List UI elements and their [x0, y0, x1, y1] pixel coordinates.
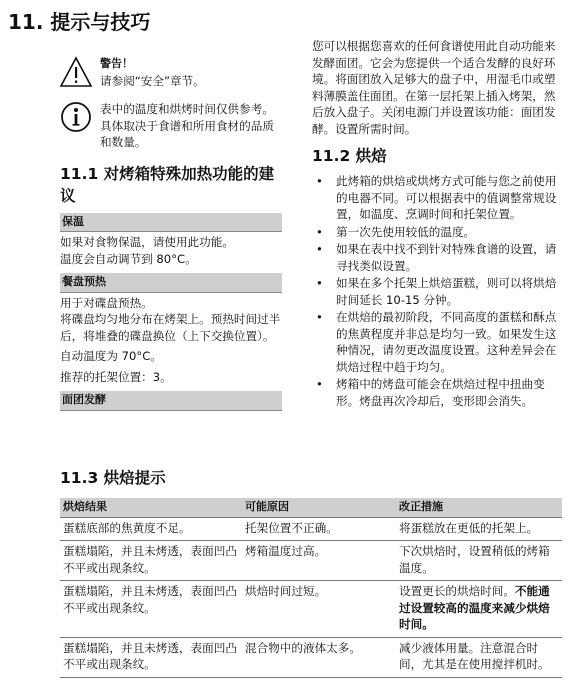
table-cell-fix: 减少液体用量。注意混合时间，尤其是在使用搅拌机时。 — [396, 637, 562, 677]
page-title: 11. 提示与技巧 — [8, 10, 151, 34]
plate-warm-label: 餐盘预热 — [60, 273, 282, 293]
plate-warm-line: 自动温度为 70°C。 — [60, 349, 162, 363]
list-item: • 在烘焙的最初阶段，不同高度的蛋糕和酥点的焦黄程度并非总是均匀一致。如果发生这种情况，请勿更改温度设置。这种差异会在烘焙过程中趋于均匀。 — [336, 309, 562, 375]
warning-text: 请参阅“安全”章节。 — [100, 73, 205, 88]
list-item: • 第一次先使用较低的温度。 — [336, 224, 562, 241]
section-11-3-title: 11.3 烘焙提示 — [60, 469, 166, 487]
dough-proof-label: 面团发酵 — [60, 391, 282, 411]
keep-warm-line: 如果对食物保温，请使用此功能。 — [60, 235, 234, 249]
table-row — [60, 637, 562, 677]
section-11-2-title: 11.2 烘焙 — [312, 147, 387, 165]
table-cell-cause: 烘焙时间过短。 — [242, 581, 396, 638]
plate-warm-text — [60, 295, 282, 386]
table-row — [60, 581, 562, 638]
table-row — [60, 541, 562, 581]
info-text: 表中的温度和烘烤时间仅供参考。具体取决于食谱和所用食材的品质和数量。 — [100, 102, 274, 149]
table-header: 改正措施 — [396, 498, 562, 517]
keep-warm-label: 保温 — [60, 213, 282, 233]
baking-tips-table — [60, 498, 562, 678]
info-icon — [60, 101, 92, 133]
left-column — [60, 56, 282, 413]
list-item: • 烤箱中的烤盘可能会在烘焙过程中扭曲变形。烤盘再次冷却后，变形即会消失。 — [336, 376, 562, 409]
fix-text-bold: 不能通过设置较高的温度来减少烘焙时间。 — [399, 584, 550, 631]
table-cell-fix: 将蛋糕放在更低的托架上。 — [396, 517, 562, 541]
right-column — [312, 38, 562, 410]
section-11-1-title: 11.1 对烤箱特殊加热功能的建议 — [60, 164, 275, 205]
plate-warm-line: 推荐的托架位置：3。 — [60, 369, 172, 384]
list-item: • 此烤箱的烘焙或烘烤方式可能与您之前使用的电器不同。可以根据表中的值调整常规设置，如温度、烹调时间和托架位置。 — [336, 173, 562, 223]
dough-proof-text: 您可以根据您喜欢的任何食谱使用此自动功能来发酵面团。它会为您提供一个适合发酵的良好环境。将面团放入足够大的盘子中，用湿毛巾或塑料薄膜盖住面团。在第一层托架上插入烤架，然后放入盘子。关闭电源门并设置该功能：面团发酵。设置所需时间。 — [312, 39, 556, 136]
baking-list — [312, 173, 562, 409]
keep-warm-line: 温度会自动调节到 80°C。 — [60, 251, 197, 266]
table-cell-fix — [396, 581, 562, 638]
table-row — [60, 517, 562, 541]
table-header: 烘焙结果 — [60, 498, 242, 517]
plate-warm-line: 将碟盘均匀地分布在烤架上。预热时间过半后，将堆叠的碟盘换位（上下交换位置）。 — [60, 312, 281, 343]
warning-icon — [60, 56, 92, 88]
table-cell-result: 蛋糕塌陷，并且未烤透，表面凹凸不平或出现条纹。 — [60, 637, 242, 677]
fix-text: 设置更长的烘焙时间。 — [399, 584, 515, 598]
list-item: • 如果在多个托架上烘焙蛋糕，则可以将烘焙时间延长 10-15 分钟。 — [336, 275, 562, 308]
table-cell-cause: 混合物中的液体太多。 — [242, 637, 396, 677]
info-note — [60, 101, 282, 151]
warning-note — [60, 56, 282, 89]
list-item: • 如果在表中找不到针对特殊食谱的设置，请寻找类似设置。 — [336, 241, 562, 274]
table-cell-result: 蛋糕底部的焦黄度不足。 — [60, 517, 242, 541]
warning-title: 警告！ — [100, 57, 133, 70]
table-cell-cause: 托架位置不正确。 — [242, 517, 396, 541]
table-header: 可能原因 — [242, 498, 396, 517]
keep-warm-text — [60, 234, 282, 267]
table-cell-fix: 下次烘焙时，设置稍低的烤箱温度。 — [396, 541, 562, 581]
table-cell-cause: 烤箱温度过高。 — [242, 541, 396, 581]
table-header-row — [60, 498, 562, 517]
table-cell-result: 蛋糕塌陷，并且未烤透，表面凹凸不平或出现条纹。 — [60, 581, 242, 638]
plate-warm-line: 用于对碟盘预热。 — [60, 295, 153, 310]
table-cell-result: 蛋糕塌陷，并且未烤透，表面凹凸不平或出现条纹。 — [60, 541, 242, 581]
